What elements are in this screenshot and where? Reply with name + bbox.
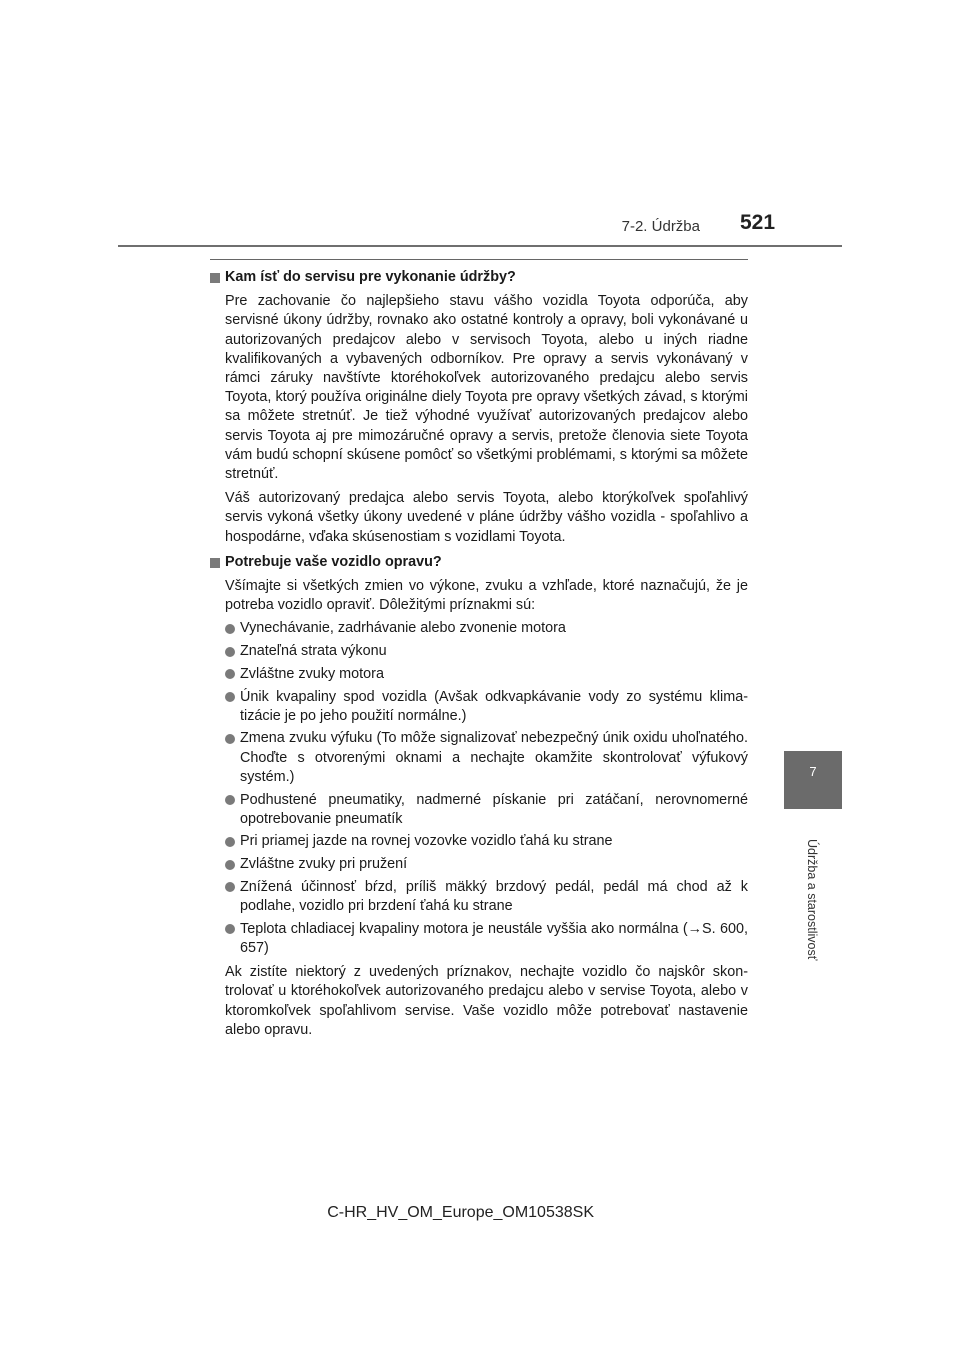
square-bullet-icon [210, 558, 220, 568]
list-item-text: Znateľná strata výkonu [240, 643, 387, 660]
list-item [210, 665, 748, 684]
circle-bullet-icon [225, 669, 235, 679]
circle-bullet-icon [225, 837, 235, 847]
paragraph: Pre zachovanie čo najlepšieho stavu vášho vozidla Toyota odporúča, aby servisné úkony údržby, rovnako ako ostatné kontroly a opravy, boli vykonávané u autorizovaných predajcov alebo v servisoch Toyota, alebo u iných riadne kvalifikovaných a vybavených odborníkov. Pre opravy a servis vykonávaný v rámci záruky navštívte ktoréhokoľvek autorizovaného predajcu alebo servis Toyota, ktorý používa originálne diely Toyota pre opravy všetkých závad, s ktorými sa môžete stretnúť. Je tiež výhodné využívať autorizovaných predajcov alebo servis Toyota aj pre mimozáručné opravy a servis, pretože členovia siete Toyota vám budú schopní skúsene pomôcť so všetkými problémami, s ktorými sa môžete stretnúť. [225, 293, 748, 483]
document-id: C-HR_HV_OM_Europe_OM10538SK [327, 1204, 594, 1221]
page-number: 521 [740, 211, 776, 234]
square-bullet-icon [210, 273, 220, 283]
paragraph: Váš autorizovaný predajca alebo servis Toyota, alebo ktorýkoľvek spoľahlivý servis vykoná všetky úkony uvedené v pláne údržby vášho vozidla - spoľahlivo a hospodárne, vďaka skúsenostiam s vozidlami Toyota. [225, 490, 748, 545]
main-content [210, 262, 748, 1040]
section-title: Potrebuje vaše vozidlo opravu? [225, 553, 442, 570]
section-title: Kam ísť do servisu pre vykonanie údržby? [225, 269, 516, 285]
chapter-title-vertical [790, 820, 834, 980]
circle-bullet-icon [225, 924, 235, 934]
list-item [210, 920, 748, 958]
circle-bullet-icon [225, 692, 235, 702]
circle-bullet-icon [225, 624, 235, 634]
circle-bullet-icon [225, 734, 235, 744]
list-item-text: Zmena zvuku výfuku (To môže signalizovať nebezpečný únik oxidu uhoľnatého. Choďte s otvorenými oknami a nechajte okamžite skontrolovať výfukový systém.) [240, 730, 748, 785]
circle-bullet-icon [225, 860, 235, 870]
list-item [210, 729, 748, 787]
list-item-text: Zvláštne zvuky motora [240, 665, 384, 682]
content-divider [210, 259, 748, 260]
header-divider [118, 245, 842, 247]
list-item [210, 619, 748, 638]
paragraph: Všímajte si všetkých zmien vo výkone, zvuku a vzhľade, ktoré naznačujú, že je potreba vozidlo opraviť. Dôležitými príznakmi sú: [225, 578, 748, 614]
list-item [210, 855, 748, 874]
chapter-title: Údržba a starostlivosť [805, 839, 819, 961]
list-item [210, 878, 748, 916]
chapter-tab: 7 [784, 751, 842, 809]
symptom-list [210, 619, 748, 958]
list-item [210, 791, 748, 829]
list-item-text: Znížená účinnosť bŕzd, príliš mäkký brzdový pedál, pedál má chod až k podlahe, vozidlo pri brzdení ťahá ku strane [240, 878, 748, 915]
circle-bullet-icon [225, 795, 235, 805]
circle-bullet-icon [225, 647, 235, 657]
list-item [210, 642, 748, 661]
section-heading-repair [210, 553, 748, 572]
list-item-text: Zvláštne zvuky pri pružení [240, 856, 408, 873]
list-item [210, 832, 748, 851]
list-item-text: Teplota chladiacej kvapaliny motora je neustále vyššia ako normálna (→S. 600, 657) [240, 920, 748, 956]
section-header: 7-2. Údržba [621, 218, 700, 235]
section-heading-service [210, 268, 748, 287]
list-item-text: Podhustené pneumatiky, nadmerné pískanie pri zatáčaní, nerovnomerné opotrebovanie pneumatík [240, 791, 748, 827]
list-item-text: Pri priamej jazde na rovnej vozovke vozidlo ťahá ku strane [240, 833, 613, 850]
paragraph: Ak zistíte niektorý z uvedených príznakov, nechajte vozidlo čo najskôr skontrolovať u ktoréhokoľvek autorizovaného predajcu alebo v servise Toyota, alebo v ktoromkoľvek spoľahlivom servise. Vaše vozidlo môže potrebovať nastavenie alebo opravu. [225, 964, 748, 1038]
list-item [210, 688, 748, 726]
circle-bullet-icon [225, 882, 235, 892]
list-item-text: Únik kvapaliny spod vozidla (Avšak odkvapkávanie vody zo systému klimatizácie je po jeho použití normálne.) [240, 688, 748, 724]
list-item-text: Vynechávanie, zadrhávanie alebo zvonenie motora [240, 620, 566, 637]
